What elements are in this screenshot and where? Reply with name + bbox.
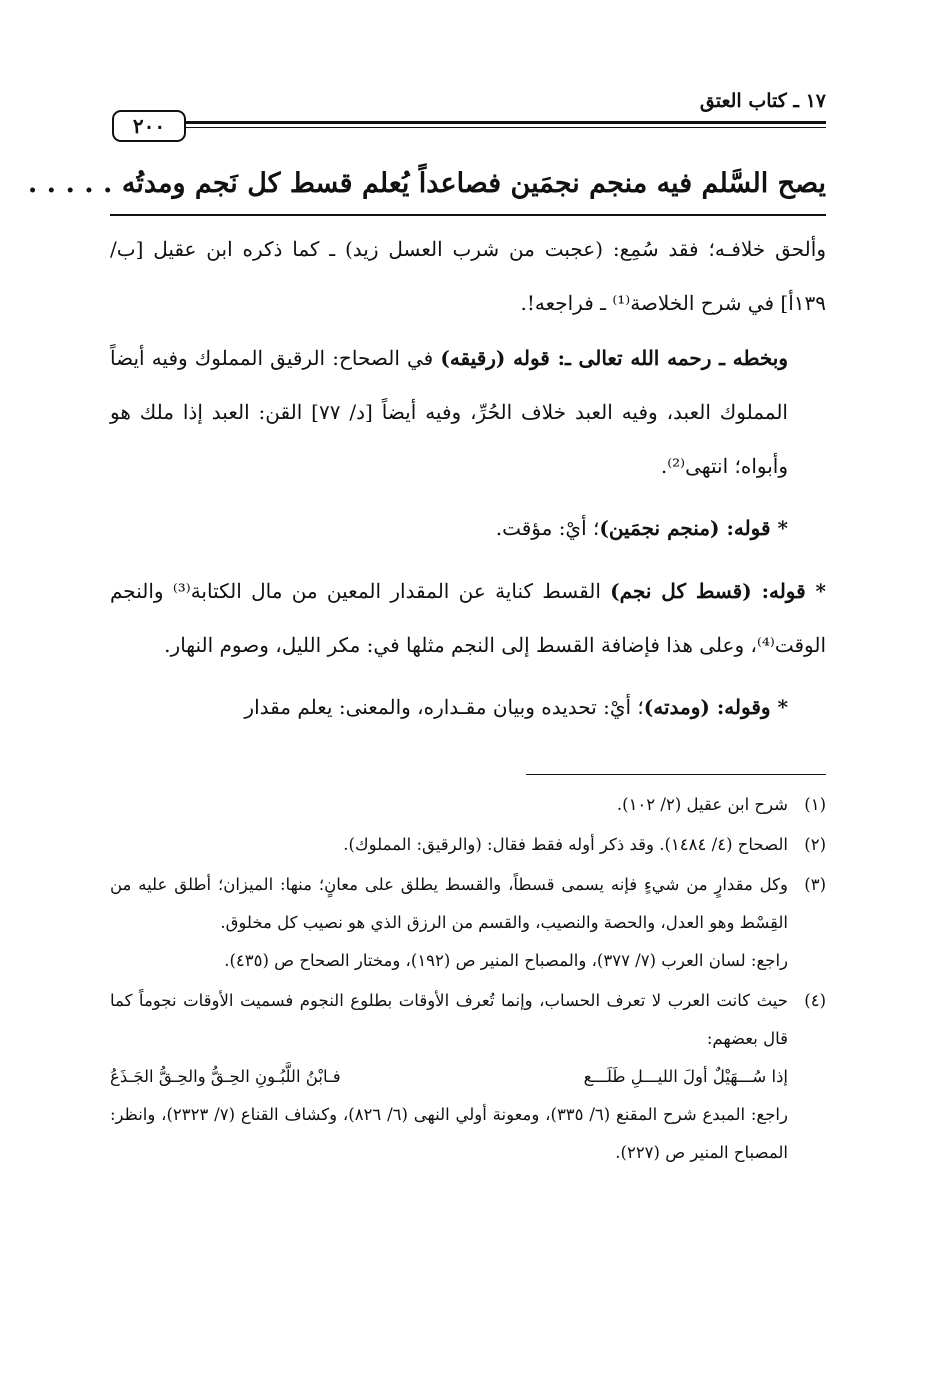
- bold-lead: * قوله: (قسط كل نجم): [610, 578, 827, 603]
- page-number: ٢٠٠: [112, 110, 186, 142]
- footnote-text: شرح ابن عقيل (٢/ ١٠٢).: [616, 795, 788, 814]
- paragraph: وألحق خلافـه؛ فقد سُمِع: (عجبت من شرب العسل زيد) ـ كما ذكره ابن عقيل [ب/ ١٣٩أ] في شرح الخلاصة⁽¹⁾ ـ فراجعه!.: [110, 237, 826, 316]
- footnote-text: الصحاح (٤/ ١٤٨٤). وقد ذكر أوله فقط فقال: (والرقيق: المملوك).: [343, 835, 788, 854]
- page-header: [110, 84, 826, 156]
- paragraph-text: ؛ أيْ: تحديده وبيان مقـداره، والمعنى: يعلم مقدار: [244, 695, 644, 720]
- footnote: [110, 786, 826, 824]
- paragraph: [110, 331, 826, 494]
- verse-hemistich-second: فـابْنُ اللَّبُـونِ الحِـقُّ والحِـقُّ الجَـذَعُ: [110, 1067, 341, 1086]
- footnote-text: وكل مقدارٍ من شيءٍ فإنه يسمى قسطاً، والقسط يطلق على معانٍ؛ منها: الميزان؛ أطلق عليه من القِسْط وهو العدل، والحصة والنصيب، والقسم من الرزق الذي هو نصيب كل مخلوق.: [110, 875, 788, 932]
- footnote-separator: [526, 774, 826, 775]
- footnote: [110, 982, 826, 1172]
- footnote-number: (٣): [804, 875, 826, 894]
- header-rule-thin: [186, 127, 826, 128]
- footnote-reference: راجع: المبدع شرح المقنع (٦/ ٣٣٥)، ومعونة أولي النهى (٦/ ٨٢٦)، وكشاف القناع (٧/ ٢٣٢٣)، وانظر: المصباح المنير ص (٢٢٧).: [110, 1105, 788, 1162]
- commentary-body: [110, 222, 826, 735]
- verse-hemistich-first: إذا سُـــهَيْلٌ أولَ الليـــلِ طَلَـــع: [583, 1067, 788, 1086]
- bold-lead: * قوله: (منجم نجمَين): [599, 516, 788, 541]
- header-rule-thick: [186, 121, 826, 124]
- paragraph-text: ؛ أيْ: مؤقت.: [495, 516, 600, 541]
- paragraph: [110, 501, 826, 555]
- paragraph-text: القسط كناية عن المقدار المعين من مال الكتابة⁽³⁾ والنجم الوقت⁽⁴⁾، وعلى هذا فإضافة القسط إلى النجم مثلها في: مكر الليل، وصوم النهار.: [110, 578, 826, 658]
- bold-lead: وبخطه ـ رحمه الله تعالى ـ: قوله (رقيقه): [440, 345, 788, 370]
- footnote-reference: راجع: لسان العرب (٧/ ٣٧٧)، والمصباح المنير ص (١٩٢)، ومختار الصحاح ص (٤٣٥).: [224, 951, 788, 970]
- paragraph: [110, 680, 826, 734]
- footnote-number: (١): [804, 795, 826, 814]
- paragraph: [110, 564, 826, 673]
- footnote-number: (٤): [804, 991, 826, 1010]
- running-title: ١٧ ـ كتاب العتق: [699, 90, 826, 112]
- paragraph-text: في الصحاح: الرقيق المملوك وفيه أيضاً المملوك العبد، وفيه العبد خلاف الحُرِّ، وفيه أيضاً [د/ ٧٧] القن: العبد إذا ملك هو وأبواه؛ انتهى⁽²⁾.: [110, 345, 788, 479]
- poetry-verse: [110, 1058, 788, 1096]
- bold-lead: * وقوله: (ومدته): [643, 695, 788, 720]
- book-page: [27, 84, 827, 1344]
- footnote: [110, 866, 826, 980]
- footnotes: [110, 786, 826, 1172]
- footnote: [110, 826, 826, 864]
- matn-line: يصح السَّلم فيه منجم نجمَين فصاعداً يُعلم قسط كل نَجم ومدتُه . . . . .: [27, 168, 826, 199]
- matn-rule: [110, 214, 826, 216]
- footnote-number: (٢): [804, 835, 826, 854]
- footnote-text: حيث كانت العرب لا تعرف الحساب، وإنما تُعرف الأوقات بطلوع النجوم فسميت الأوقات نجوماً كما قال بعضهم:: [110, 991, 788, 1048]
